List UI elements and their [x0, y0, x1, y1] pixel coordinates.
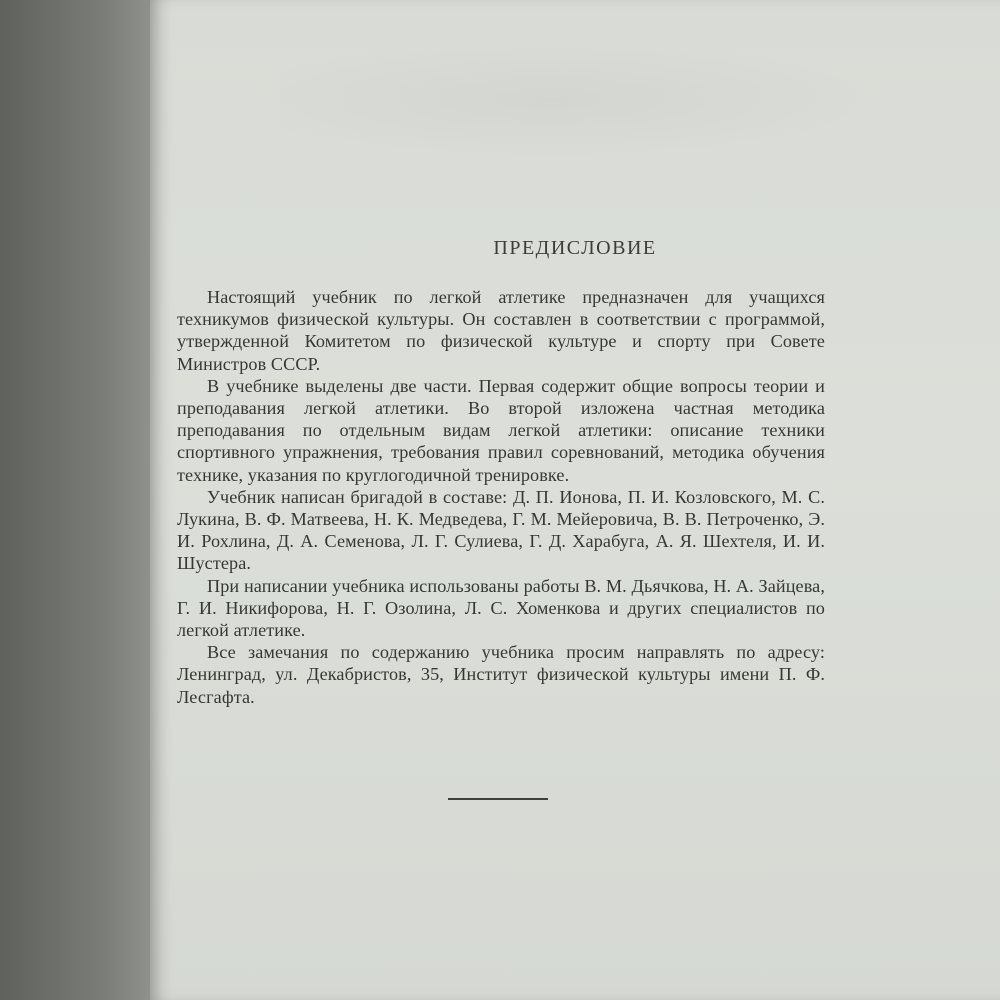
- preface-text: [177, 286, 825, 708]
- paragraph-structure: В учебнике выделены две части. Первая содержит общие вопросы теории и преподавания легкой атлетики. Во второй изложена частная методика преподавания по отдельным видам легкой атлетики: описание техники спортивного упражнения, требования правил соревнований, методика обучения технике, указания по круглогодичной тренировке.: [177, 375, 825, 485]
- show-through-shadow: [280, 40, 880, 160]
- book-edge: [0, 0, 150, 1000]
- closing-divider: [448, 798, 548, 800]
- paragraph-sources: При написании учебника использованы работы В. М. Дьячкова, Н. А. Зайцева, Г. И. Никифорова, Н. Г. Озолина, Л. С. Хоменкова и других специалистов по легкой атлетике.: [177, 575, 825, 641]
- paragraph-address: Все замечания по содержанию учебника просим направлять по адресу: Ленинград, ул. Декабристов, 35, Институт физической культуры имени П. Ф. Лесгафта.: [177, 642, 825, 707]
- book-page: [150, 0, 1000, 1000]
- paragraph-authors: Учебник написан бригадой в составе: Д. П. Ионова, П. И. Козловского, М. С. Лукина, В. Ф. Матвеева, Н. К. Медведева, Г. М. Мейеровича, В. В. Петроченко, Э. И. Рохлина, Д. А. Семенова, Л. Г. Сулиева, Г. Д. Харабуга, А. Я. Шехтеля, И. И. Шустера.: [177, 486, 825, 574]
- page-heading: ПРЕДИСЛОВИЕ: [493, 237, 657, 259]
- paragraph-purpose: Настоящий учебник по легкой атлетике предназначен для учащихся техникумов физической культуры. Он составлен в соответствии с программой, утвержденной Комитетом по физической культуре и спорту при Совете Министров СССР.: [177, 287, 825, 374]
